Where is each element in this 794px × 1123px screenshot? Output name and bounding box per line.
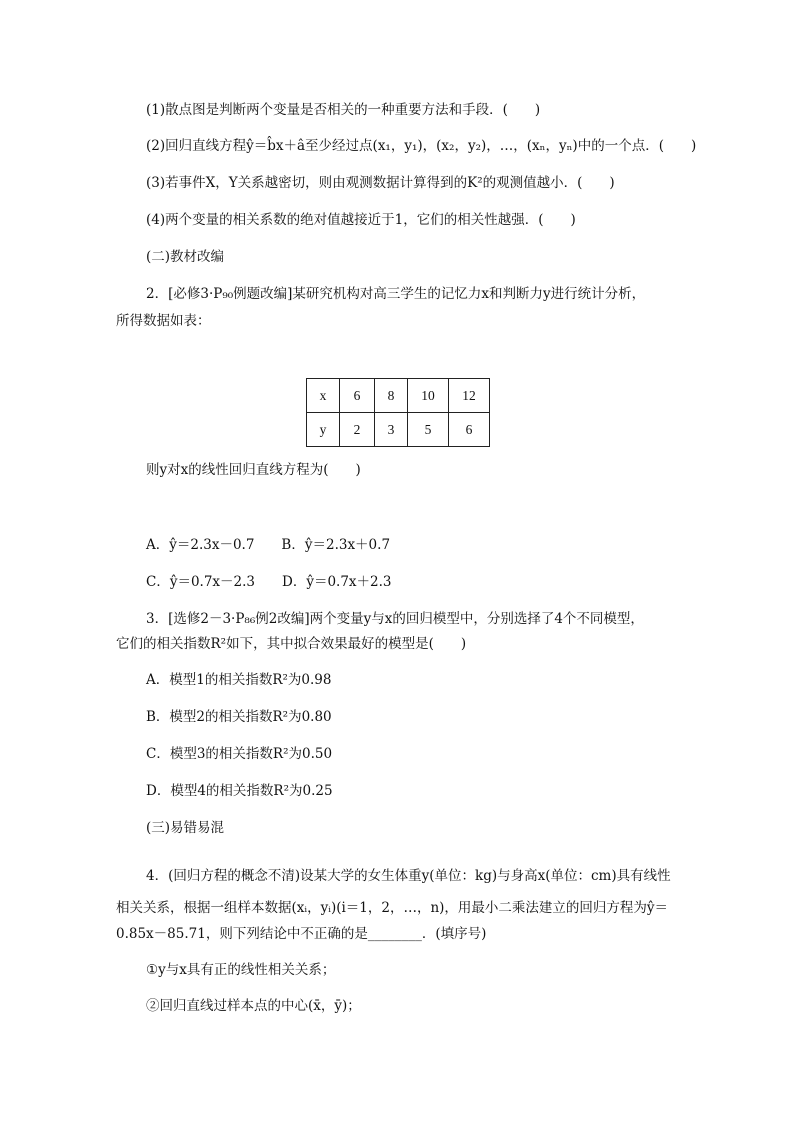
judgment-item-3: (3)若事件X，Y关系越密切，则由观测数据计算得到的K²的观测值越小．( ) [146,175,615,191]
q3-option-d: D．模型4的相关指数R²为0.25 [146,783,333,799]
table-cell: 10 [408,379,449,413]
table-cell: 6 [449,413,490,447]
table-cell: 2 [340,413,375,447]
section-heading-textbook: (二)教材改编 [146,249,225,265]
table-cell: 12 [449,379,490,413]
table-cell: y [307,413,340,447]
q2-options-cd: C．ŷ＝0.7x－2.3 D．ŷ＝0.7x＋2.3 [146,574,392,590]
q3-stem-line2: 它们的相关指数R²如下，其中拟合效果最好的模型是( ) [116,636,467,652]
q3-stem-line1: 3．[选修2－3·P₈₆例2改编]两个变量y与x的回归模型中，分别选择了4个不同模型， [146,611,644,627]
q4-stem-line2: 相关关系，根据一组样本数据(xᵢ，yᵢ)(i＝1，2，…，n)，用最小二乘法建立的回归方程为ŷ＝ [116,900,669,916]
q2-stem-line2: 所得数据如表： [116,313,211,329]
q4-statement-1: ①y与x具有正的线性相关关系； [146,962,336,978]
table-cell: x [307,379,340,413]
table-cell: 5 [408,413,449,447]
q4-stem-line1: 4．(回归方程的概念不清)设某大学的女生体重y(单位：kg)与身高x(单位：cm)具有线性 [146,868,671,884]
q3-option-a: A．模型1的相关指数R²为0.98 [146,672,332,688]
judgment-item-4: (4)两个变量的相关系数的绝对值越接近于1，它们的相关性越强．( ) [146,212,576,228]
table-cell: 3 [375,413,408,447]
table-cell: 6 [340,379,375,413]
q3-option-b: B．模型2的相关指数R²为0.80 [146,709,332,725]
judgment-item-2: (2)回归直线方程ŷ＝b̂x＋â至少经过点(x₁，y₁)，(x₂，y₂)，…，(xₙ，yₙ)中的一个点．( ) [146,138,697,154]
data-table [306,378,490,447]
q2-stem-line1: 2．[必修3·P₉₀例题改编]某研究机构对高三学生的记忆力x和判断力y进行统计分析， [146,286,646,302]
section-heading-errors: (三)易错易混 [146,820,225,836]
table-cell: 8 [375,379,408,413]
judgment-item-1: (1)散点图是判断两个变量是否相关的一种重要方法和手段．( ) [146,102,541,118]
q2-options-ab: A．ŷ＝2.3x－0.7 B．ŷ＝2.3x＋0.7 [146,537,391,553]
table-row-y [307,413,490,447]
q4-stem-line3: 0.85x－85.71，则下列结论中不正确的是________．(填序号) [116,926,487,942]
q4-statement-2: ②回归直线过样本点的中心(x̄，ȳ)； [146,998,361,1014]
table-row-x [307,379,490,413]
q3-option-c: C．模型3的相关指数R²为0.50 [146,746,333,762]
q2-question: 则y对x的线性回归直线方程为( ) [146,462,361,478]
